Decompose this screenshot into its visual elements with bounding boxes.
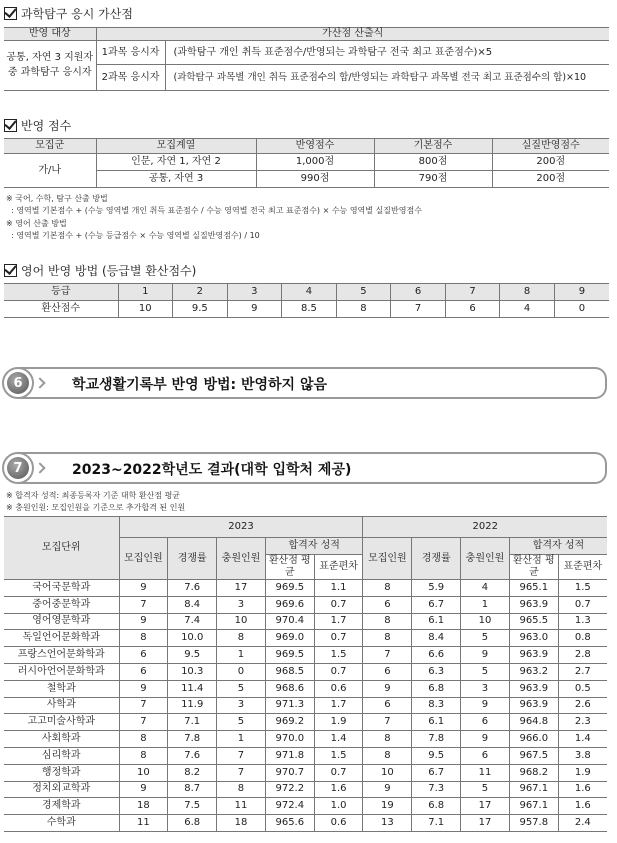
results-table	[4, 516, 607, 832]
unit-name: 영어영문학과	[4, 613, 119, 630]
grade-cell: 4	[282, 284, 337, 301]
badge-number: 6	[7, 372, 29, 394]
table-row	[4, 714, 607, 731]
cell: 963.9	[509, 647, 558, 664]
note: : 영역별 기본점수 + (수능 영역별 개인 취득 표준점수 / 수능 영역별 전국 최고 표준점수) × 수능 영역별 실질반영점수	[6, 206, 422, 216]
section-title-scores	[4, 117, 71, 134]
table-row	[4, 613, 607, 630]
header-cell: 합격자 성적	[509, 538, 607, 555]
note: ※ 합격자 성적: 최종등록자 기준 대학 환산점 평균	[6, 491, 181, 500]
cell: 8.3	[412, 697, 461, 714]
cell: 965.6	[265, 815, 314, 832]
cell: 1.3	[558, 613, 607, 630]
cell: 0	[217, 663, 266, 680]
header-cell: 모집계열	[96, 139, 256, 154]
cell: 8.2	[168, 764, 217, 781]
header-cell: 모집군	[4, 139, 96, 154]
score-cell: 4	[500, 301, 555, 318]
table-row	[4, 731, 607, 748]
chevron-right-icon	[34, 462, 45, 473]
cell: 965.5	[509, 613, 558, 630]
cell: 971.8	[265, 747, 314, 764]
cell: 963.9	[509, 697, 558, 714]
cell: 1.6	[558, 798, 607, 815]
score-cell: 9	[227, 301, 282, 318]
cell: 9	[461, 647, 510, 664]
table-row	[4, 764, 607, 781]
cell: 10.0	[168, 630, 217, 647]
note: : 영역별 기본점수 + (수능 등급점수 × 수능 영역별 실질반영점수) / 10	[6, 231, 260, 241]
cell: 967.1	[509, 781, 558, 798]
cell: 200점	[492, 154, 609, 171]
unit-name: 심리학과	[4, 747, 119, 764]
cell: 7.5	[168, 798, 217, 815]
cell: 969.0	[265, 630, 314, 647]
header-cell: 반영점수	[256, 139, 374, 154]
cell: 0.8	[558, 630, 607, 647]
section-title-science-bonus	[4, 5, 133, 22]
cell: 9	[119, 613, 168, 630]
unit-name: 사회학과	[4, 731, 119, 748]
checkbox-icon	[4, 119, 17, 132]
cell: 9.5	[168, 647, 217, 664]
cell: 1.1	[314, 580, 363, 597]
cell: 963.9	[509, 596, 558, 613]
row-label: 환산점수	[4, 301, 118, 318]
header-unit: 모집단위	[4, 517, 119, 580]
unit-name: 고고미술사학과	[4, 714, 119, 731]
cell: 966.0	[509, 731, 558, 748]
unit-name: 독일언어문화학과	[4, 630, 119, 647]
cell: 10.3	[168, 663, 217, 680]
cell: 6.7	[412, 596, 461, 613]
cell: 11	[119, 815, 168, 832]
row-label: 1과목 응시자	[96, 41, 165, 65]
cell: 1.7	[314, 613, 363, 630]
cell: 11.9	[168, 697, 217, 714]
cell: 957.8	[509, 815, 558, 832]
cell: 6	[119, 647, 168, 664]
banner-title: 2023~2022학년도 결과(대학 입학처 제공)	[72, 462, 352, 478]
cell: 7.6	[168, 747, 217, 764]
banner-title: 학교생활기록부 반영 방법: 반영하지 않음	[72, 377, 328, 393]
cell: 6	[363, 663, 412, 680]
header-cell: 기본점수	[374, 139, 492, 154]
grade-cell: 6	[391, 284, 446, 301]
grade-cell: 2	[173, 284, 228, 301]
badge-number: 7	[7, 457, 29, 479]
cell: 6	[461, 747, 510, 764]
row-label: 2과목 응시자	[96, 65, 165, 91]
cell: 7	[119, 697, 168, 714]
cell: 7	[363, 714, 412, 731]
cell: 8	[363, 580, 412, 597]
cell: 8	[119, 630, 168, 647]
cell: 965.1	[509, 580, 558, 597]
cell: 9	[119, 580, 168, 597]
cell: 1,000점	[256, 154, 374, 171]
cell: 1	[217, 647, 266, 664]
header-cell: 모집인원	[363, 538, 412, 580]
cell: 3	[461, 680, 510, 697]
cell: 1.9	[314, 714, 363, 731]
table-row	[4, 815, 607, 832]
header-target: 반영 대상	[4, 28, 96, 41]
cell: 2.4	[558, 815, 607, 832]
cell: 9	[461, 697, 510, 714]
cell: 970.0	[265, 731, 314, 748]
cell: 0.6	[314, 680, 363, 697]
cell: 10	[363, 764, 412, 781]
cell: 9	[363, 781, 412, 798]
table-row	[4, 781, 607, 798]
score-cell: 8	[336, 301, 391, 318]
target-cell: 공통, 자연 3 지원자 중 과학탐구 응시자	[4, 41, 96, 91]
header-cell: 경쟁률	[412, 538, 461, 580]
cell: 963.0	[509, 630, 558, 647]
checkbox-icon	[4, 7, 17, 20]
cell: 7.4	[168, 613, 217, 630]
cell: 990점	[256, 171, 374, 188]
cell: 11	[217, 798, 266, 815]
cell: 6.3	[412, 663, 461, 680]
unit-name: 러시아언어문화학과	[4, 663, 119, 680]
header-cell: 환산점 평균	[509, 555, 558, 580]
cell: 11	[461, 764, 510, 781]
cell: 963.2	[509, 663, 558, 680]
cell: 6	[461, 714, 510, 731]
cell: 9	[119, 680, 168, 697]
cell: 0.7	[314, 764, 363, 781]
grade-cell: 9	[554, 284, 609, 301]
cell: 17	[461, 798, 510, 815]
number-badge	[2, 367, 34, 399]
table-row	[4, 798, 607, 815]
cell: 8.4	[412, 630, 461, 647]
cell: 6.6	[412, 647, 461, 664]
unit-name: 프랑스언어문화학과	[4, 647, 119, 664]
cell: 7.1	[412, 815, 461, 832]
table-row	[4, 647, 607, 664]
cell: 9	[461, 731, 510, 748]
formula-cell: (과학탐구 개인 취득 표준점수/반영되는 과학탐구 전국 최고 표준점수)×5	[165, 41, 609, 65]
cell: 968.6	[265, 680, 314, 697]
cell: 8.4	[168, 596, 217, 613]
results-notes	[6, 490, 185, 515]
cell: 18	[217, 815, 266, 832]
cell: 1.0	[314, 798, 363, 815]
cell: 8	[119, 731, 168, 748]
cell: 1	[217, 731, 266, 748]
cell: 8	[119, 747, 168, 764]
header-cell: 표준편차	[314, 555, 363, 580]
unit-name: 중어중문학과	[4, 596, 119, 613]
score-cell: 0	[554, 301, 609, 318]
section-banner-7	[10, 452, 607, 484]
cell: 2.7	[558, 663, 607, 680]
cell: 1.5	[558, 580, 607, 597]
cell: 968.5	[265, 663, 314, 680]
cell: 7	[363, 647, 412, 664]
header-cell: 환산점 평균	[265, 555, 314, 580]
cell: 6	[363, 596, 412, 613]
cell: 18	[119, 798, 168, 815]
note: ※ 국어, 수학, 탐구 산출 방법	[6, 194, 108, 203]
english-grade-table	[4, 283, 609, 318]
cell: 8.7	[168, 781, 217, 798]
note: ※ 충원인원: 모집인원을 기준으로 추가합격 된 인원	[6, 503, 186, 513]
cell: 19	[363, 798, 412, 815]
grade-cell: 5	[336, 284, 391, 301]
unit-name: 행정학과	[4, 764, 119, 781]
cell: 970.4	[265, 613, 314, 630]
cell: 969.2	[265, 714, 314, 731]
header-year: 2022	[363, 517, 607, 538]
formula-cell: (과학탐구 과목별 개인 취득 표준점수의 합/반영되는 과학탐구 과목별 전국 최고 표준점수의 합)×10	[165, 65, 609, 91]
cell: 1.5	[314, 747, 363, 764]
cell: 7.6	[168, 580, 217, 597]
score-cell: 6	[445, 301, 500, 318]
grade-cell: 8	[500, 284, 555, 301]
header-cell: 등급	[4, 284, 118, 301]
cell: 2.6	[558, 697, 607, 714]
section-title-text: 반영 점수	[21, 119, 72, 133]
cell: 3	[217, 596, 266, 613]
cell: 공통, 자연 3	[96, 171, 256, 188]
group-cell: 가/나	[4, 154, 96, 188]
cell: 0.6	[314, 815, 363, 832]
table-row	[4, 580, 607, 597]
cell: 790점	[374, 171, 492, 188]
cell: 7.3	[412, 781, 461, 798]
cell: 7	[119, 596, 168, 613]
table-row	[4, 680, 607, 697]
cell: 11.4	[168, 680, 217, 697]
cell: 970.7	[265, 764, 314, 781]
cell: 0.7	[558, 596, 607, 613]
cell: 인문, 자연 1, 자연 2	[96, 154, 256, 171]
grade-cell: 1	[118, 284, 173, 301]
table-row	[4, 596, 607, 613]
cell: 17	[461, 815, 510, 832]
cell: 0.7	[314, 596, 363, 613]
cell: 969.5	[265, 580, 314, 597]
cell: 1.6	[558, 781, 607, 798]
header-cell: 충원인원	[217, 538, 266, 580]
header-cell: 충원인원	[461, 538, 510, 580]
cell: 0.5	[558, 680, 607, 697]
cell: 0.7	[314, 630, 363, 647]
cell: 9.5	[412, 747, 461, 764]
cell: 964.8	[509, 714, 558, 731]
cell: 1	[461, 596, 510, 613]
cell: 971.3	[265, 697, 314, 714]
cell: 972.2	[265, 781, 314, 798]
cell: 8	[363, 731, 412, 748]
cell: 3.8	[558, 747, 607, 764]
note: ※ 영어 산출 방법	[6, 218, 67, 228]
cell: 5.9	[412, 580, 461, 597]
cell: 8	[217, 630, 266, 647]
section-title-english	[4, 262, 196, 279]
cell: 1.4	[558, 731, 607, 748]
cell: 1.7	[314, 697, 363, 714]
section-title-text: 과학탐구 응시 가산점	[21, 7, 133, 21]
number-badge	[2, 452, 34, 484]
cell: 1.6	[314, 781, 363, 798]
cell: 969.5	[265, 647, 314, 664]
cell: 5	[217, 714, 266, 731]
cell: 972.4	[265, 798, 314, 815]
header-year: 2023	[119, 517, 363, 538]
table-row	[4, 697, 607, 714]
cell: 6.1	[412, 613, 461, 630]
cell: 8	[363, 747, 412, 764]
unit-name: 정치외교학과	[4, 781, 119, 798]
unit-name: 수학과	[4, 815, 119, 832]
cell: 1.4	[314, 731, 363, 748]
cell: 5	[461, 630, 510, 647]
cell: 6	[363, 697, 412, 714]
header-formula: 가산점 산출식	[96, 28, 609, 41]
cell: 5	[217, 680, 266, 697]
section-banner-6	[10, 367, 607, 399]
cell: 3	[217, 697, 266, 714]
cell: 967.1	[509, 798, 558, 815]
cell: 8	[217, 781, 266, 798]
cell: 1.9	[558, 764, 607, 781]
cell: 7.8	[412, 731, 461, 748]
cell: 7	[119, 714, 168, 731]
cell: 17	[217, 580, 266, 597]
table-row	[4, 747, 607, 764]
scores-table	[4, 138, 609, 188]
cell: 7.8	[168, 731, 217, 748]
unit-name: 사학과	[4, 697, 119, 714]
cell: 10	[461, 613, 510, 630]
score-cell: 8.5	[282, 301, 337, 318]
cell: 968.2	[509, 764, 558, 781]
section-title-text: 영어 반영 방법 (등급별 환산점수)	[21, 264, 197, 278]
cell: 200점	[492, 171, 609, 188]
cell: 5	[461, 663, 510, 680]
header-cell: 모집인원	[119, 538, 168, 580]
grade-cell: 7	[445, 284, 500, 301]
cell: 7	[217, 764, 266, 781]
science-bonus-table	[4, 27, 609, 91]
score-cell: 7	[391, 301, 446, 318]
cell: 6.1	[412, 714, 461, 731]
cell: 8	[363, 613, 412, 630]
unit-name: 경제학과	[4, 798, 119, 815]
chevron-right-icon	[34, 377, 45, 388]
cell: 9	[363, 680, 412, 697]
cell: 2.3	[558, 714, 607, 731]
cell: 7.1	[168, 714, 217, 731]
cell: 969.6	[265, 596, 314, 613]
unit-name: 국어국문학과	[4, 580, 119, 597]
cell: 8	[363, 630, 412, 647]
cell: 7	[217, 747, 266, 764]
cell: 6.7	[412, 764, 461, 781]
table-row	[4, 663, 607, 680]
score-notes	[6, 193, 422, 243]
checkbox-icon	[4, 264, 17, 277]
cell: 800점	[374, 154, 492, 171]
cell: 9	[119, 781, 168, 798]
cell: 963.9	[509, 680, 558, 697]
cell: 6.8	[168, 815, 217, 832]
header-cell: 합격자 성적	[265, 538, 363, 555]
score-cell: 10	[118, 301, 173, 318]
header-cell: 표준편차	[558, 555, 607, 580]
cell: 6.8	[412, 680, 461, 697]
unit-name: 철학과	[4, 680, 119, 697]
cell: 6	[119, 663, 168, 680]
cell: 10	[217, 613, 266, 630]
grade-cell: 3	[227, 284, 282, 301]
cell: 2.8	[558, 647, 607, 664]
cell: 1.5	[314, 647, 363, 664]
score-cell: 9.5	[173, 301, 228, 318]
cell: 0.7	[314, 663, 363, 680]
cell: 5	[461, 781, 510, 798]
table-row	[4, 630, 607, 647]
cell: 10	[119, 764, 168, 781]
cell: 6.8	[412, 798, 461, 815]
cell: 4	[461, 580, 510, 597]
cell: 13	[363, 815, 412, 832]
cell: 967.5	[509, 747, 558, 764]
header-cell: 실질반영점수	[492, 139, 609, 154]
header-cell: 경쟁률	[168, 538, 217, 580]
